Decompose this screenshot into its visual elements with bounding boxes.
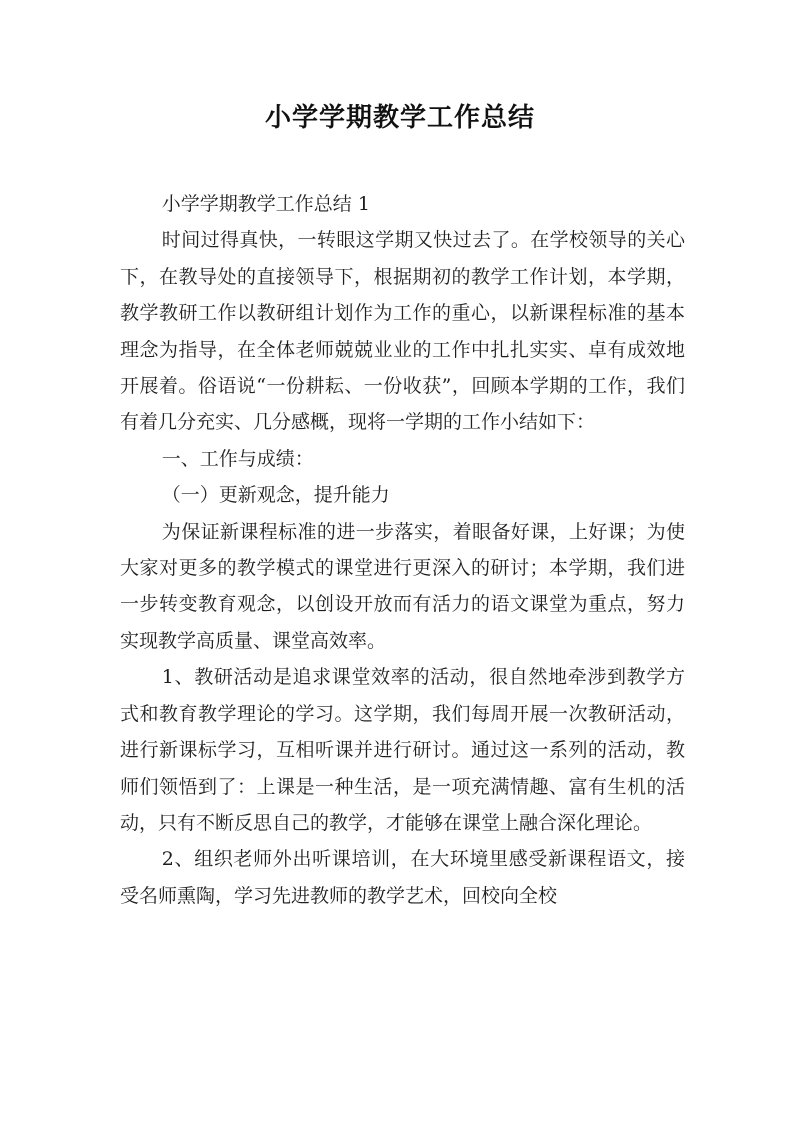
body-paragraph: 为保证新课程标准的进一步落实，着眼备好课，上好课；为使大家对更多的教学模式的课堂进行更深入的研讨；本学期，我们进一步转变教育观念，以创设开放而有活力的语文课堂为重点，努力实现教学高质量、课堂高效率。 [120, 520, 685, 652]
intro-paragraph: 时间过得真快，一转眼这学期又快过去了。在学校领导的关心下，在教导处的直接领导下，根据期初的教学工作计划，本学期，教学教研工作以教研组计划作为工作的重心，以新课程标准的基本理念为指导，在全体老师兢兢业业的工作中扎扎实实、卓有成效地开展着。俗语说“一份耕耘、一份收获”，回顾本学期的工作，我们有着几分充实、几分感概，现将一学期的工作小结如下： [120, 229, 685, 434]
document-body [120, 186, 685, 914]
section-heading: 小学学期教学工作总结 1 [161, 193, 370, 215]
body-paragraph: 1、教研活动是追求课堂效率的活动，很自然地牵涉到教学方式和教育教学理论的学习。这学期，我们每周开展一次教研活动，进行新课标学习，互相听课并进行研讨。通过这一系列的活动，教师们领悟到了：上课是一种生活，是一项充满情趣、富有生机的活动，只有不断反思自己的教学，才能够在课堂上融合深化理论。 [120, 666, 685, 834]
subsection-heading: 一、工作与成绩： [161, 447, 314, 470]
document-title: 小学学期教学工作总结 [264, 103, 535, 133]
subsection-heading: （一）更新观念，提升能力 [161, 484, 390, 507]
body-paragraph: 2、组织老师外出听课培训，在大环境里感受新课程语文，接受名师熏陶，学习先进教师的教学艺术，回校向全校 [120, 848, 685, 907]
